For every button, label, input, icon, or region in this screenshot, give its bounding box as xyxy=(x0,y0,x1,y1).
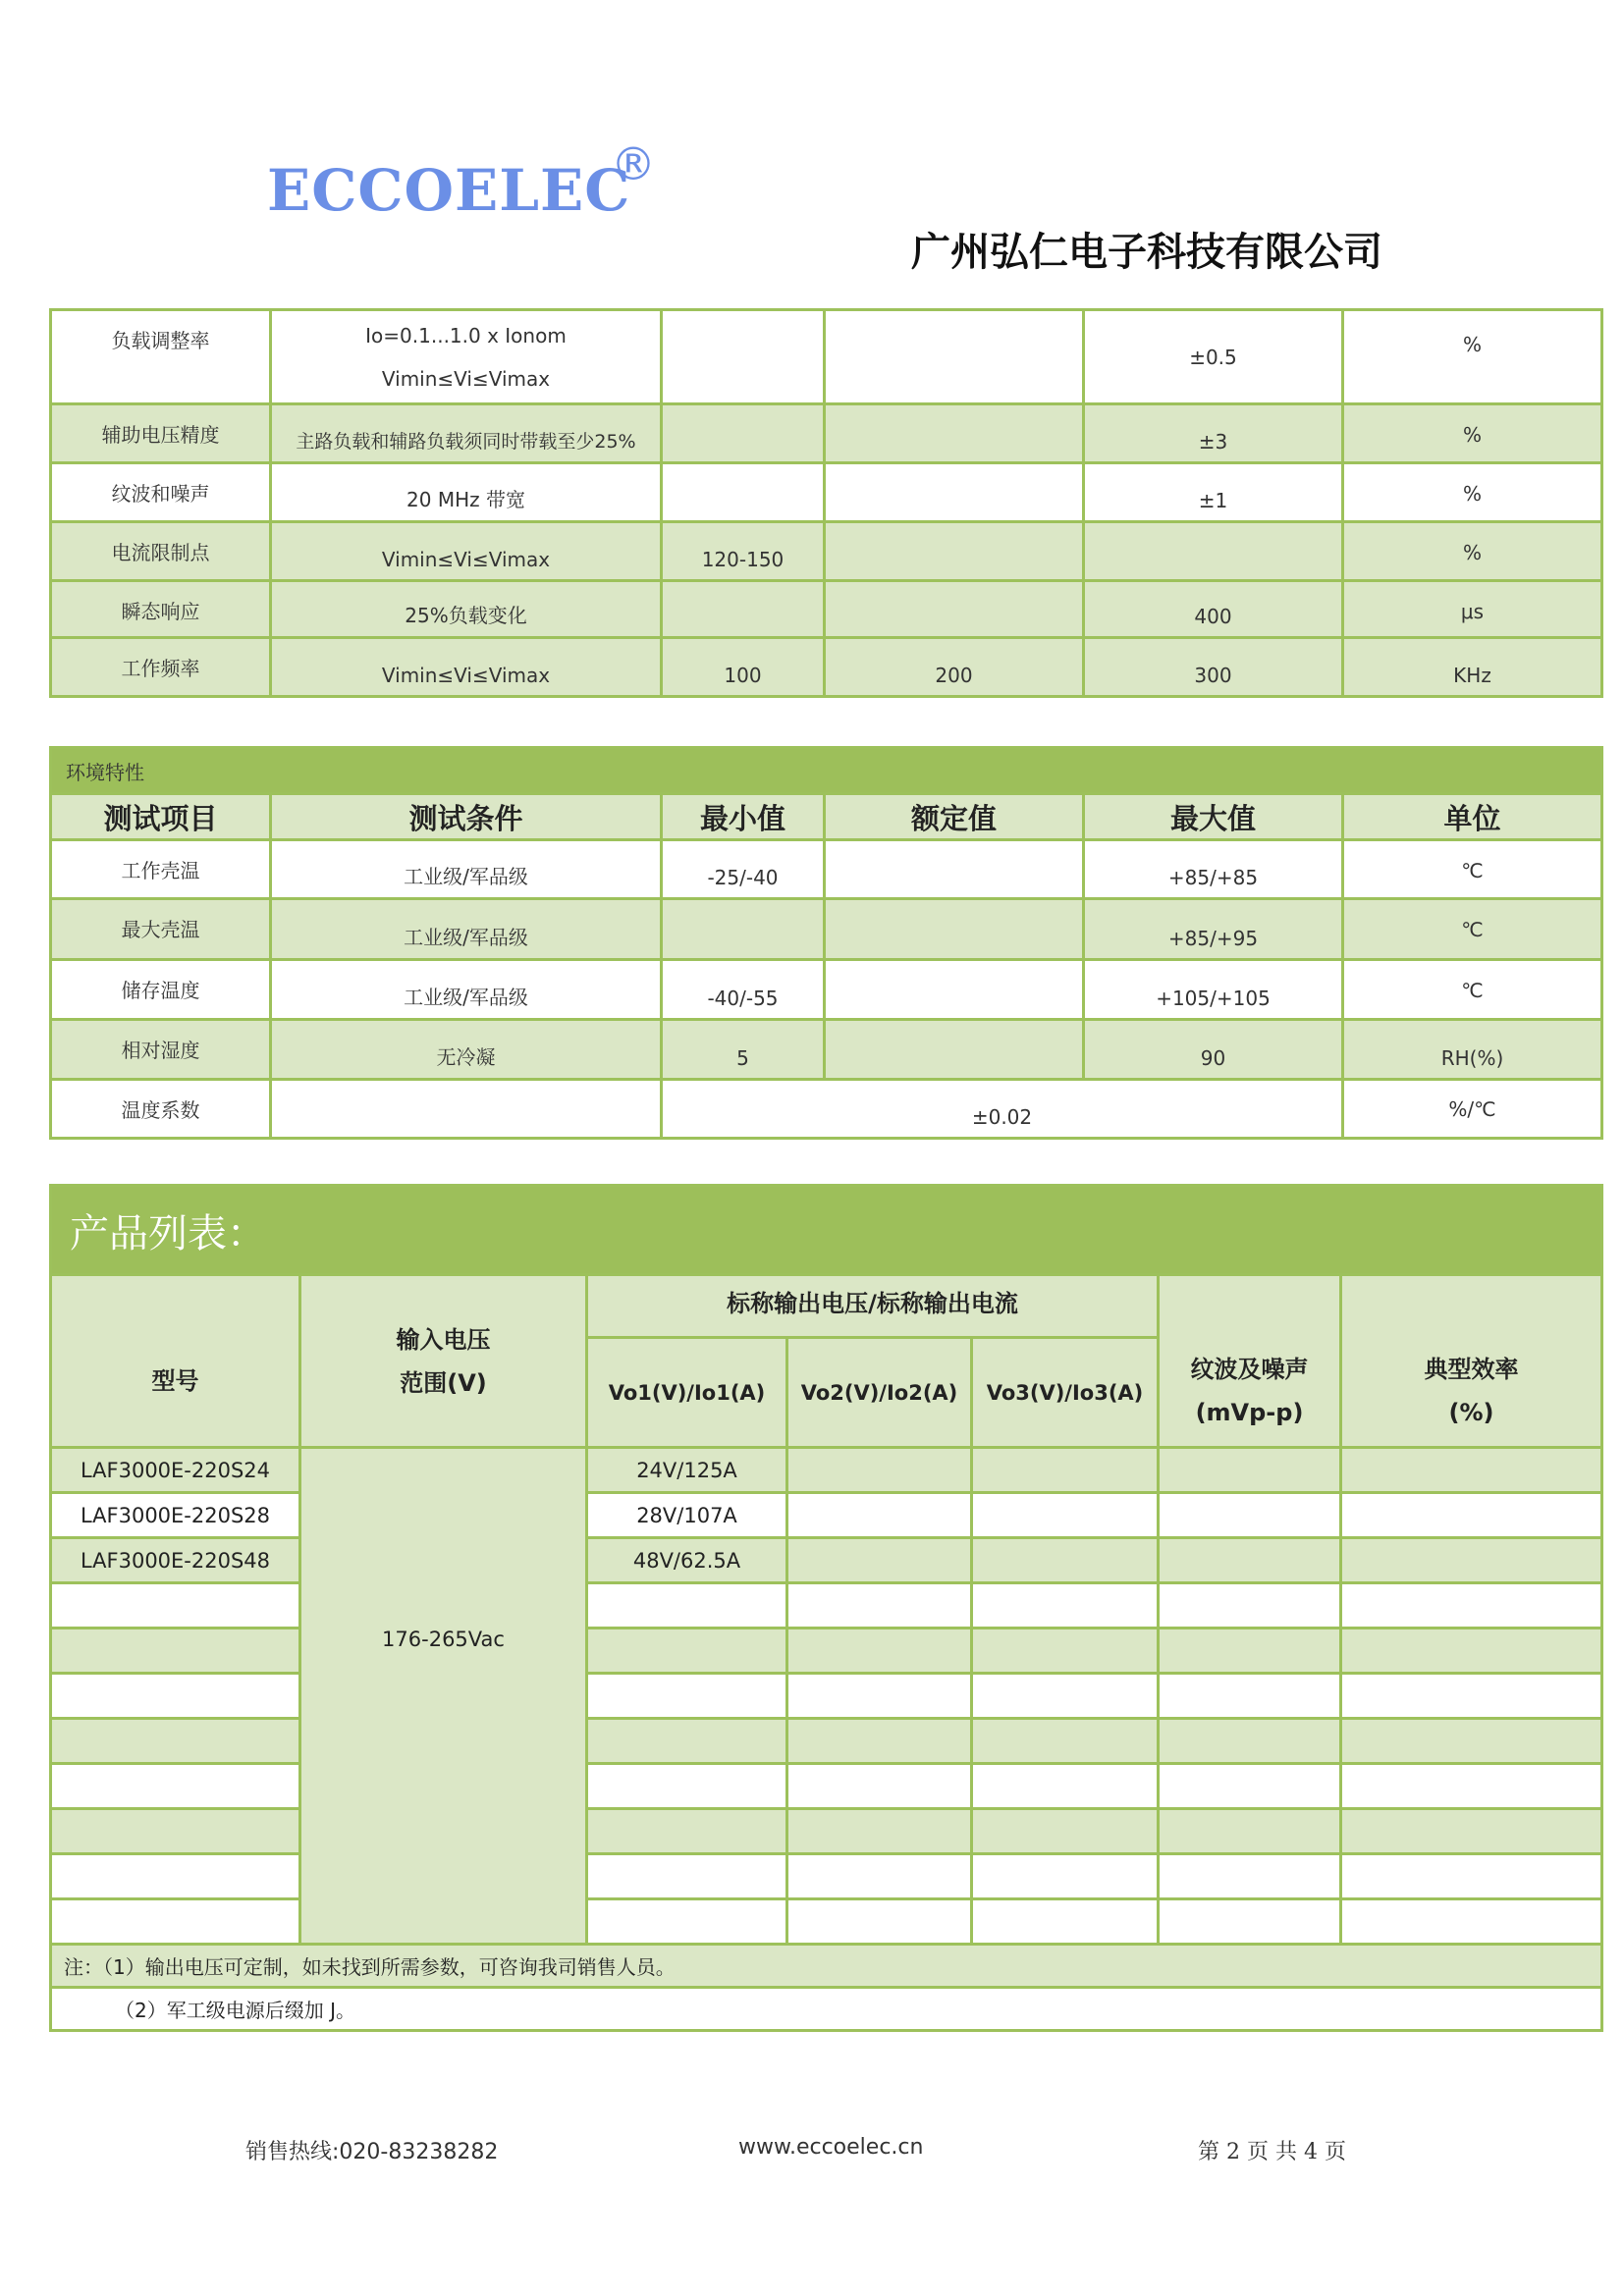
table-row xyxy=(51,1538,1602,1583)
param-name: 温度系数 xyxy=(51,1080,271,1139)
registered-mark: ® xyxy=(611,137,656,190)
max-value: ±3 xyxy=(1084,404,1343,463)
table-row xyxy=(51,1809,1602,1854)
note-1: 注：（1）输出电压可定制，如未找到所需参数，可咨询我司销售人员。 xyxy=(51,1945,1602,1988)
column-header: 测试条件 xyxy=(271,794,662,840)
table-row xyxy=(51,310,1602,404)
vo1-cell: 48V/62.5A xyxy=(587,1538,787,1583)
table-row xyxy=(51,1448,1602,1493)
min-value: 5 xyxy=(662,1020,825,1080)
typ-value xyxy=(825,840,1084,899)
param-name: 瞬态响应 xyxy=(51,581,271,638)
typ-value: 200 xyxy=(825,638,1084,697)
table-row xyxy=(51,1674,1602,1719)
unit: %/℃ xyxy=(1343,1080,1602,1139)
input-range-line-1: 输入电压 xyxy=(396,1325,491,1354)
test-condition: 工业级/军品级 xyxy=(271,899,662,960)
unit: % xyxy=(1343,310,1602,404)
min-value xyxy=(662,899,825,960)
unit: ℃ xyxy=(1343,840,1602,899)
table-row xyxy=(51,404,1602,463)
max-value: +85/+95 xyxy=(1084,899,1343,960)
sales-hotline: 销售热线:020-83238282 xyxy=(245,2140,499,2164)
table-row xyxy=(51,1764,1602,1809)
min-value: 120-150 xyxy=(662,522,825,581)
table-row xyxy=(51,1629,1602,1674)
note-row xyxy=(51,1945,1602,1988)
column-header: 单位 xyxy=(1343,794,1602,840)
input-range-cell: 176-265Vac xyxy=(300,1448,587,1945)
page-number: 第 2 页 共 4 页 xyxy=(1198,2140,1346,2164)
max-value: 300 xyxy=(1084,638,1343,697)
max-value: +105/+105 xyxy=(1084,960,1343,1020)
header-vo3: Vo3(V)/Io3(A) xyxy=(972,1338,1159,1448)
table-row xyxy=(51,1583,1602,1629)
test-condition: Vimin≤Vi≤Vimax xyxy=(271,522,662,581)
table-row xyxy=(51,581,1602,638)
output-characteristics-table xyxy=(49,308,1603,698)
max-value: +85/+85 xyxy=(1084,840,1343,899)
header-vo2: Vo2(V)/Io2(A) xyxy=(787,1338,972,1448)
test-condition: 工业级/军品级 xyxy=(271,840,662,899)
header-output-group: 标称输出电压/标称输出电流 xyxy=(587,1275,1159,1338)
typ-value xyxy=(825,899,1084,960)
table-header-row xyxy=(51,794,1602,840)
table-row xyxy=(51,638,1602,697)
vo1-cell: 24V/125A xyxy=(587,1448,787,1493)
header-ripple xyxy=(1159,1275,1341,1448)
model-cell: LAF3000E-220S28 xyxy=(51,1493,300,1538)
test-condition xyxy=(271,1080,662,1139)
ripple-line-2: (mVp-p) xyxy=(1195,1398,1304,1426)
typ-value xyxy=(825,463,1084,522)
model-cell: LAF3000E-220S48 xyxy=(51,1538,300,1583)
typ-value xyxy=(825,1020,1084,1080)
min-value xyxy=(662,404,825,463)
table-row xyxy=(51,1080,1602,1139)
typ-value xyxy=(825,522,1084,581)
table-row xyxy=(51,1719,1602,1764)
table-row xyxy=(51,1899,1602,1945)
table-row xyxy=(51,1020,1602,1080)
unit: μs xyxy=(1343,581,1602,638)
table-row xyxy=(51,840,1602,899)
header-vo1: Vo1(V)/Io1(A) xyxy=(587,1338,787,1448)
unit: % xyxy=(1343,463,1602,522)
unit: % xyxy=(1343,404,1602,463)
vo1-cell: 28V/107A xyxy=(587,1493,787,1538)
note-row xyxy=(51,1988,1602,2031)
unit: RH(%) xyxy=(1343,1020,1602,1080)
website-link[interactable]: www.eccoelec.cn xyxy=(738,2135,924,2160)
param-name: 工作频率 xyxy=(51,638,271,697)
condition-line-1: Io=0.1...1.0 x Ionom xyxy=(365,323,567,347)
company-logo: ECCOELEC xyxy=(267,157,631,224)
typ-value xyxy=(825,310,1084,404)
min-value xyxy=(662,463,825,522)
table-row xyxy=(51,1854,1602,1899)
company-name: 广州弘仁电子科技有限公司 xyxy=(911,230,1382,275)
param-name: 工作壳温 xyxy=(51,840,271,899)
efficiency-line-2: (%) xyxy=(1448,1398,1494,1426)
test-condition: 主路负载和辅路负载须同时带载至少25% xyxy=(271,404,662,463)
max-value xyxy=(1084,522,1343,581)
unit: % xyxy=(1343,522,1602,581)
unit: ℃ xyxy=(1343,899,1602,960)
param-name: 最大壳温 xyxy=(51,899,271,960)
min-value xyxy=(662,310,825,404)
test-condition: 25%负载变化 xyxy=(271,581,662,638)
test-condition: 无冷凝 xyxy=(271,1020,662,1080)
table-row xyxy=(51,522,1602,581)
test-condition: Vimin≤Vi≤Vimax xyxy=(271,638,662,697)
column-header: 测试项目 xyxy=(51,794,271,840)
param-name: 储存温度 xyxy=(51,960,271,1020)
unit: KHz xyxy=(1343,638,1602,697)
typ-value xyxy=(825,581,1084,638)
column-header: 最大值 xyxy=(1084,794,1343,840)
section-title: 产品列表： xyxy=(51,1186,1602,1275)
typ-value xyxy=(825,404,1084,463)
min-value: -40/-55 xyxy=(662,960,825,1020)
merged-value: ±0.02 xyxy=(662,1080,1343,1139)
efficiency-line-1: 典型效率 xyxy=(1424,1355,1519,1383)
max-value: ±1 xyxy=(1084,463,1343,522)
test-condition: 20 MHz 带宽 xyxy=(271,463,662,522)
condition-line-2: Vimin≤Vi≤Vimax xyxy=(381,366,551,391)
max-value: 400 xyxy=(1084,581,1343,638)
test-condition xyxy=(271,310,662,404)
column-header: 最小值 xyxy=(662,794,825,840)
header-input-range xyxy=(300,1275,587,1448)
table-row xyxy=(51,960,1602,1020)
max-value: 90 xyxy=(1084,1020,1343,1080)
min-value: -25/-40 xyxy=(662,840,825,899)
column-header: 额定值 xyxy=(825,794,1084,840)
table-row xyxy=(51,899,1602,960)
max-value: ±0.5 xyxy=(1084,310,1343,404)
min-value xyxy=(662,581,825,638)
typ-value xyxy=(825,960,1084,1020)
ripple-line-1: 纹波及噪声 xyxy=(1190,1355,1309,1383)
input-range-line-2: 范围(V) xyxy=(400,1368,487,1397)
param-name: 辅助电压精度 xyxy=(51,404,271,463)
table-row xyxy=(51,463,1602,522)
param-name: 纹波和噪声 xyxy=(51,463,271,522)
header-efficiency xyxy=(1341,1275,1602,1448)
section-title: 环境特性 xyxy=(51,748,1602,794)
test-condition: 工业级/军品级 xyxy=(271,960,662,1020)
header-model: 型号 xyxy=(51,1275,300,1448)
min-value: 100 xyxy=(662,638,825,697)
param-name: 负载调整率 xyxy=(51,310,271,404)
product-list-table xyxy=(49,1184,1603,2032)
param-name: 电流限制点 xyxy=(51,522,271,581)
note-2: （2）军工级电源后缀加 J。 xyxy=(51,1988,1602,2031)
unit: ℃ xyxy=(1343,960,1602,1020)
environment-table xyxy=(49,746,1603,1140)
param-name: 相对湿度 xyxy=(51,1020,271,1080)
model-cell: LAF3000E-220S24 xyxy=(51,1448,300,1493)
table-row xyxy=(51,1493,1602,1538)
